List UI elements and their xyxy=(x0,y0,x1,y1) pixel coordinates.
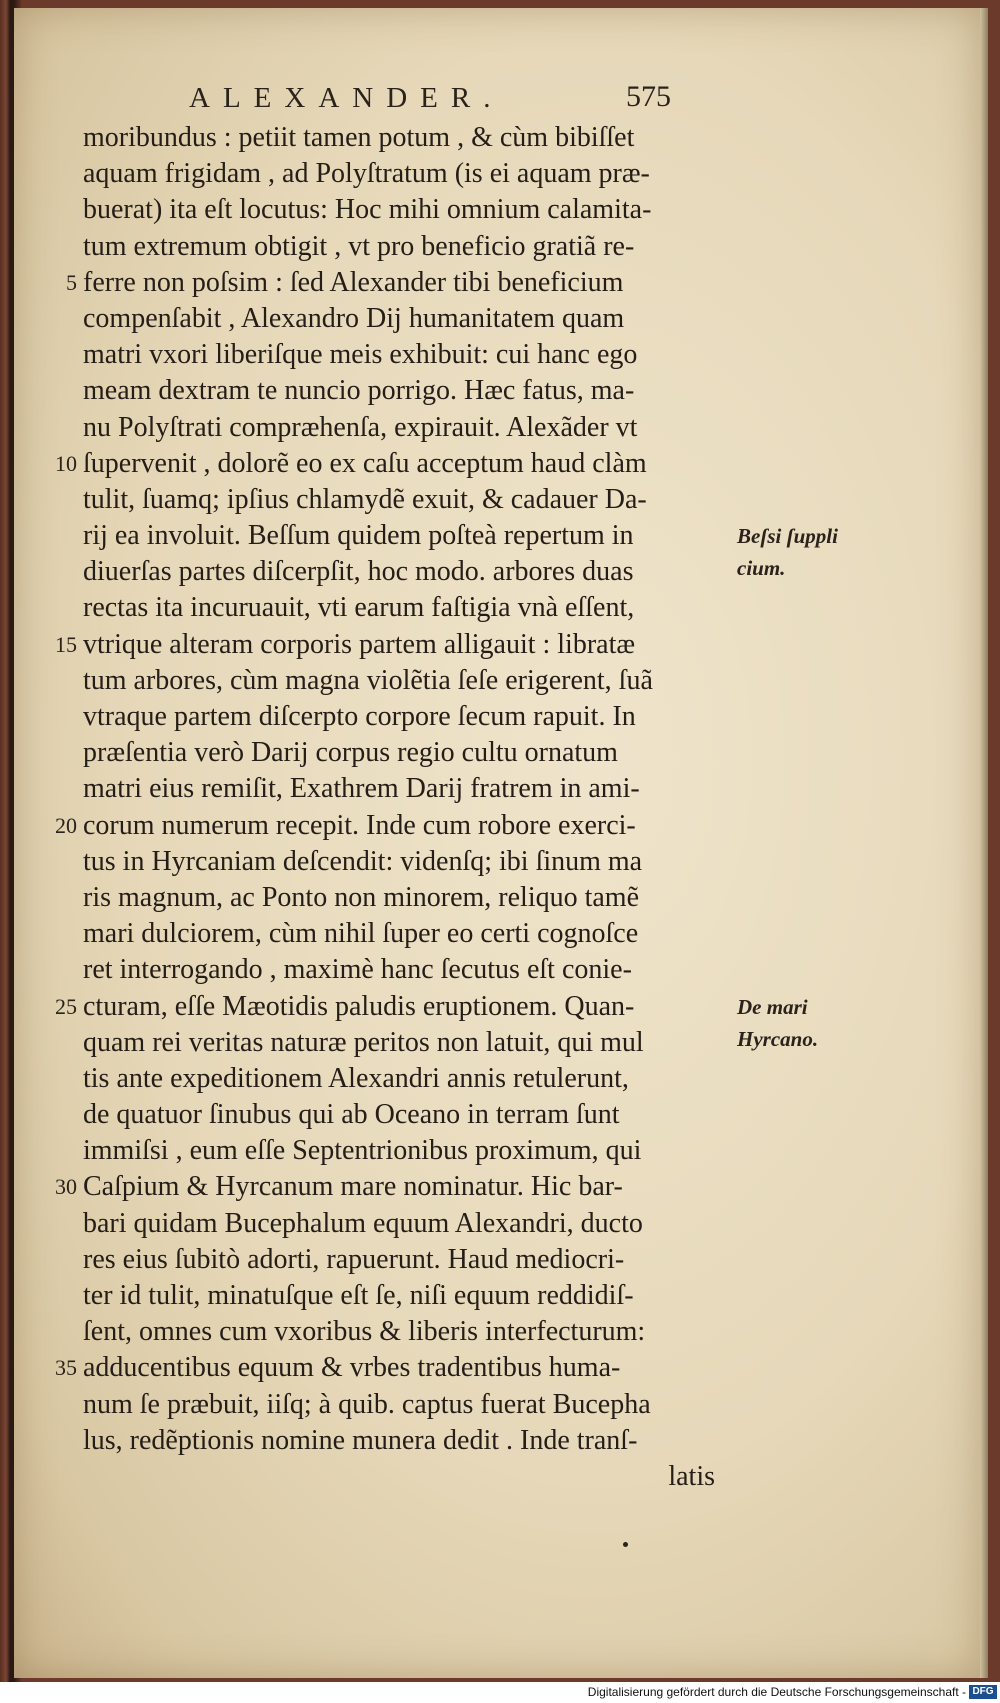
text-line-content: ret interrogando , maximè hanc ſecutus eſt conie- xyxy=(83,954,632,986)
text-line-content: rij ea involuit. Beſſum quidem poſteà repertum in xyxy=(83,520,634,552)
line-number: 30 xyxy=(55,1174,77,1200)
text-line xyxy=(83,916,723,952)
text-line-content: matri vxori liberiſque meis exhibuit: cui hanc ego xyxy=(83,339,638,371)
text-line-content: tulit, ſuamq; ipſius chlamydẽ exuit, & cadauer Da- xyxy=(83,483,647,515)
ink-speck xyxy=(623,1542,628,1547)
text-line xyxy=(83,844,723,880)
text-line xyxy=(83,410,723,446)
margin-note-line: Beſsi ſuppli xyxy=(737,524,838,549)
text-line xyxy=(83,590,723,626)
dfg-logo: DFG xyxy=(969,1685,997,1699)
text-line xyxy=(83,699,723,735)
text-line xyxy=(83,952,723,988)
text-line xyxy=(83,1061,723,1097)
running-title: ALEXANDER. xyxy=(189,82,504,114)
margin-note-line: Hyrcano. xyxy=(737,1026,819,1051)
text-line-content: rectas ita incuruauit, vti earum faſtigia vnà eſſent, xyxy=(83,592,635,624)
margin-note-line: cium. xyxy=(737,556,786,581)
page-number: 575 xyxy=(626,80,671,113)
digitization-footer xyxy=(0,1682,1000,1703)
body-text xyxy=(55,120,723,1495)
line-number: 15 xyxy=(55,631,77,657)
text-line xyxy=(83,554,723,590)
text-line-content: latis xyxy=(668,1460,715,1492)
text-line xyxy=(55,808,723,844)
text-line-content: num ſe præbuit, iiſq; à quib. captus fuerat Bucepha xyxy=(83,1388,651,1420)
text-line-content: tus in Hyrcaniam deſcendit: videnſq; ibi ſinum ma xyxy=(83,845,643,877)
text-line-content: aquam frigidam , ad Polyſtratum (is ei aquam præ- xyxy=(83,158,650,190)
text-line xyxy=(83,337,723,373)
text-line-content: ter id tulit, minatuſque eſt ſe, niſi equum reddidiſ- xyxy=(83,1280,634,1311)
text-line-content: vtraque partem diſcerpto corpore ſecum rapuit. In xyxy=(83,701,636,732)
text-line xyxy=(83,120,723,156)
text-line xyxy=(83,1242,723,1278)
text-line-content: quam rei veritas naturæ peritos non latuit, qui mul xyxy=(83,1026,644,1058)
text-line xyxy=(83,1206,723,1242)
text-line xyxy=(55,627,723,663)
text-line xyxy=(83,229,723,265)
line-number: 5 xyxy=(66,269,77,295)
text-line-content: tis ante expeditionem Alexandri annis retulerunt, xyxy=(83,1062,629,1094)
text-line-content: immiſsi , eum eſſe Septentrionibus proximum, qui xyxy=(83,1135,642,1167)
text-line xyxy=(83,771,723,807)
text-line-content: moribundus : petiit tamen potum , & cùm bibiſſet xyxy=(83,122,635,153)
text-line-content: ferre non poſsim : ſed Alexander tibi beneficium xyxy=(83,266,624,298)
text-line xyxy=(83,482,723,518)
text-line xyxy=(83,1423,723,1459)
text-line-content: meam dextram te nuncio porrigo. Hæc fatus, ma- xyxy=(83,375,635,407)
page-edge xyxy=(980,8,988,1678)
text-line-content: ſent, omnes cum vxoribus & liberis interfecturum: xyxy=(83,1316,646,1348)
text-line xyxy=(83,1133,723,1169)
funding-credit: Digitalisierung gefördert durch die Deutsche Forschungsgemeinschaft - xyxy=(587,1685,966,1699)
text-line-content: nu Polyſtrati compræhenſa, expirauit. Alexãder vt xyxy=(83,411,638,443)
text-line-content: cturam, eſſe Mæotidis paludis eruptionem. Quan- xyxy=(83,990,635,1022)
text-line xyxy=(83,156,723,192)
line-number: 20 xyxy=(55,812,77,838)
book-page xyxy=(14,8,983,1678)
line-number: 10 xyxy=(55,450,77,476)
text-line xyxy=(55,1169,723,1205)
margin-note xyxy=(737,991,857,1055)
text-line-content: Caſpium & Hyrcanum mare nominatur. Hic bar- xyxy=(83,1171,623,1203)
text-line-content: adducentibus equum & vrbes tradentibus huma- xyxy=(83,1352,621,1384)
text-line-content: ris magnum, ac Ponto non minorem, reliquo tamẽ xyxy=(83,881,640,913)
text-line xyxy=(83,301,723,337)
text-line-content: vtrique alteram corporis partem alligauit : libratæ xyxy=(83,628,636,660)
text-line-content: de quatuor ſinubus qui ab Oceano in terram ſunt xyxy=(83,1099,620,1131)
text-line xyxy=(83,518,723,554)
text-line xyxy=(83,1459,723,1495)
line-number: 25 xyxy=(55,993,77,1019)
text-line xyxy=(83,1097,723,1133)
text-line-content: buerat) ita eſt locutus: Hoc mihi omnium calamita- xyxy=(83,194,652,226)
text-line xyxy=(66,265,723,301)
text-line xyxy=(83,192,723,228)
text-line-content: tum arbores, cùm magna violẽtia ſeſe erigerent, ſuã xyxy=(83,664,653,696)
text-line-content: matri eius remiſit, Exathrem Darij fratrem in ami- xyxy=(83,773,640,805)
text-line-content: corum numerum recepit. Inde cum robore exerci- xyxy=(83,809,636,841)
text-line xyxy=(83,1314,723,1350)
text-line xyxy=(55,446,723,482)
text-line-content: lus, redẽptionis nomine munera dedit . Inde tranſ- xyxy=(83,1424,638,1456)
text-line xyxy=(83,663,723,699)
margin-note xyxy=(737,520,857,584)
text-line xyxy=(83,1278,723,1314)
text-line-content: res eius ſubitò adorti, rapuerunt. Haud mediocri- xyxy=(83,1243,625,1275)
text-line-content: diuerſas partes diſcerpſit, hoc modo. arbores duas xyxy=(83,556,634,588)
text-line-content: præſentia verò Darij corpus regio cultu ornatum xyxy=(83,737,618,769)
text-line-content: compenſabit , Alexandro Dij humanitatem quam xyxy=(83,302,625,334)
text-line xyxy=(55,989,723,1025)
text-line-content: bari quidam Bucephalum equum Alexandri, ducto xyxy=(83,1207,643,1239)
text-line-content: ſupervenit , dolorẽ eo ex caſu acceptum haud clàm xyxy=(83,447,647,479)
text-line xyxy=(83,1387,723,1423)
text-line xyxy=(83,735,723,771)
text-line xyxy=(83,373,723,409)
text-line-content: tum extremum obtigit , vt pro beneficio gratiã re- xyxy=(83,230,635,262)
text-line xyxy=(83,1025,723,1061)
line-number: 35 xyxy=(55,1355,77,1381)
text-line-content: mari dulciorem, cùm nihil ſuper eo certi cognoſce xyxy=(83,918,639,950)
text-line xyxy=(55,1350,723,1386)
text-line xyxy=(83,880,723,916)
margin-note-line: De mari xyxy=(737,994,808,1019)
